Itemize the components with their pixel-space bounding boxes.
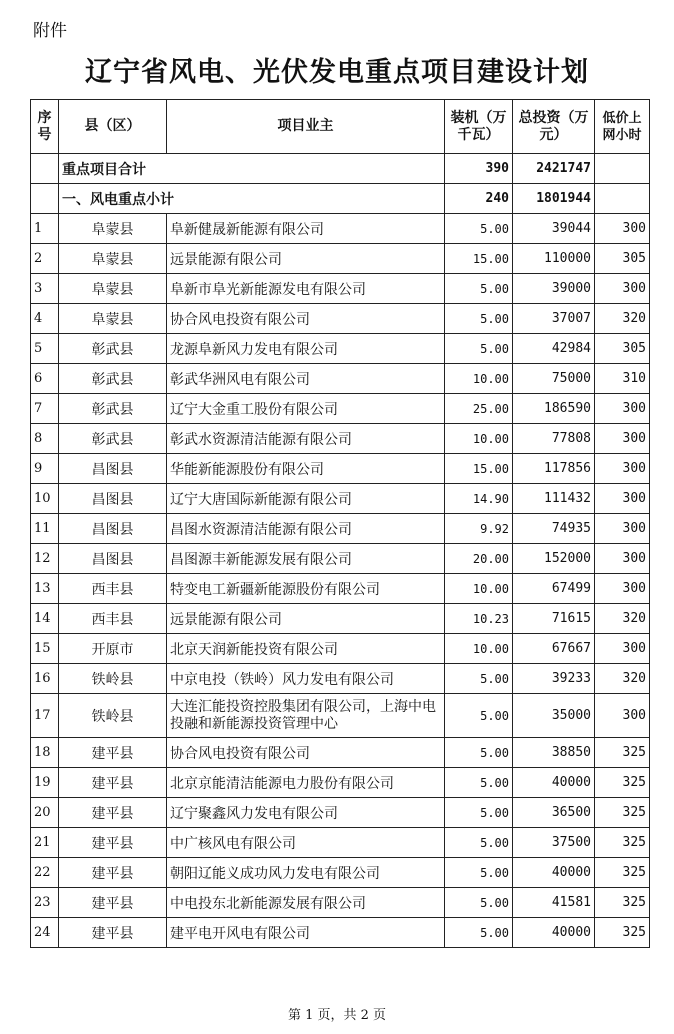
document-title: 辽宁省风电、光伏发电重点项目建设计划 — [85, 57, 589, 88]
row-hours: 300 — [595, 454, 650, 484]
row-capacity: 5.00 — [445, 738, 513, 768]
row-investment: 40000 — [513, 918, 595, 948]
summary-total-row — [31, 154, 650, 184]
row-index: 17 — [31, 694, 59, 738]
row-index: 6 — [31, 364, 59, 394]
row-capacity: 5.00 — [445, 918, 513, 948]
row-hours: 325 — [595, 798, 650, 828]
row-hours: 325 — [595, 888, 650, 918]
row-index: 1 — [31, 214, 59, 244]
row-county: 建平县 — [59, 918, 167, 948]
row-county: 铁岭县 — [59, 664, 167, 694]
row-county: 昌图县 — [59, 514, 167, 544]
table-row — [31, 364, 650, 394]
row-index: 18 — [31, 738, 59, 768]
row-investment: 36500 — [513, 798, 595, 828]
table-row — [31, 634, 650, 664]
row-index: 12 — [31, 544, 59, 574]
row-capacity: 10.00 — [445, 574, 513, 604]
row-index: 16 — [31, 664, 59, 694]
project-table — [30, 99, 650, 948]
row-county: 昌图县 — [59, 454, 167, 484]
table-row — [31, 768, 650, 798]
row-county: 昌图县 — [59, 544, 167, 574]
row-capacity: 5.00 — [445, 664, 513, 694]
row-hours: 325 — [595, 858, 650, 888]
table-row — [31, 334, 650, 364]
row-investment: 40000 — [513, 858, 595, 888]
row-hours: 320 — [595, 604, 650, 634]
row-index: 3 — [31, 274, 59, 304]
summary-wind-hours — [595, 184, 650, 214]
row-capacity: 5.00 — [445, 798, 513, 828]
row-investment: 111432 — [513, 484, 595, 514]
row-investment: 41581 — [513, 888, 595, 918]
attachment-label: 附件 — [33, 21, 67, 41]
row-owner: 北京天润新能投资有限公司 — [167, 634, 445, 664]
row-hours: 300 — [595, 394, 650, 424]
row-investment: 117856 — [513, 454, 595, 484]
row-county: 阜蒙县 — [59, 274, 167, 304]
summary-total-capacity: 390 — [445, 154, 513, 184]
table-row — [31, 738, 650, 768]
table-row — [31, 544, 650, 574]
row-owner: 特变电工新疆新能源股份有限公司 — [167, 574, 445, 604]
row-county: 建平县 — [59, 858, 167, 888]
table-row — [31, 798, 650, 828]
header-investment: 总投资（万元） — [513, 100, 595, 154]
row-county: 阜蒙县 — [59, 304, 167, 334]
header-county: 县（区） — [59, 100, 167, 154]
row-investment: 37007 — [513, 304, 595, 334]
row-investment: 42984 — [513, 334, 595, 364]
row-capacity: 10.00 — [445, 364, 513, 394]
row-capacity: 5.00 — [445, 214, 513, 244]
row-investment: 39233 — [513, 664, 595, 694]
row-owner: 辽宁大唐国际新能源有限公司 — [167, 484, 445, 514]
summary-wind-label: 一、风电重点小计 — [59, 184, 445, 214]
row-owner: 中电投东北新能源发展有限公司 — [167, 888, 445, 918]
row-index: 15 — [31, 634, 59, 664]
row-hours: 300 — [595, 214, 650, 244]
row-index: 23 — [31, 888, 59, 918]
row-hours: 305 — [595, 334, 650, 364]
row-county: 建平县 — [59, 888, 167, 918]
row-investment: 67667 — [513, 634, 595, 664]
row-owner: 辽宁大金重工股份有限公司 — [167, 394, 445, 424]
row-hours: 310 — [595, 364, 650, 394]
row-county: 彰武县 — [59, 394, 167, 424]
row-index: 5 — [31, 334, 59, 364]
row-owner: 昌图水资源清洁能源有限公司 — [167, 514, 445, 544]
summary-wind-investment: 1801944 — [513, 184, 595, 214]
table-row — [31, 214, 650, 244]
header-row — [31, 100, 650, 154]
row-owner: 辽宁聚鑫风力发电有限公司 — [167, 798, 445, 828]
row-hours: 325 — [595, 768, 650, 798]
row-hours: 300 — [595, 574, 650, 604]
row-owner: 阜新市阜光新能源发电有限公司 — [167, 274, 445, 304]
table-row — [31, 304, 650, 334]
table-row — [31, 454, 650, 484]
row-county: 阜蒙县 — [59, 214, 167, 244]
summary-wind-row — [31, 184, 650, 214]
summary-total-index — [31, 154, 59, 184]
row-county: 建平县 — [59, 798, 167, 828]
row-county: 彰武县 — [59, 334, 167, 364]
row-hours: 300 — [595, 694, 650, 738]
row-owner: 朝阳辽能义成功风力发电有限公司 — [167, 858, 445, 888]
row-hours: 300 — [595, 544, 650, 574]
row-owner: 彰武华洲风电有限公司 — [167, 364, 445, 394]
row-index: 13 — [31, 574, 59, 604]
table-row — [31, 244, 650, 274]
row-county: 开原市 — [59, 634, 167, 664]
header-capacity: 装机（万千瓦） — [445, 100, 513, 154]
row-owner: 昌图源丰新能源发展有限公司 — [167, 544, 445, 574]
table-row — [31, 604, 650, 634]
row-hours: 305 — [595, 244, 650, 274]
row-investment: 38850 — [513, 738, 595, 768]
table-row — [31, 514, 650, 544]
row-owner: 远景能源有限公司 — [167, 604, 445, 634]
row-investment: 37500 — [513, 828, 595, 858]
row-index: 24 — [31, 918, 59, 948]
row-index: 14 — [31, 604, 59, 634]
row-county: 阜蒙县 — [59, 244, 167, 274]
row-county: 彰武县 — [59, 364, 167, 394]
row-hours: 325 — [595, 738, 650, 768]
table-row — [31, 484, 650, 514]
row-county: 西丰县 — [59, 604, 167, 634]
row-owner: 建平电开风电有限公司 — [167, 918, 445, 948]
row-capacity: 15.00 — [445, 454, 513, 484]
summary-total-hours — [595, 154, 650, 184]
row-owner: 北京京能清洁能源电力股份有限公司 — [167, 768, 445, 798]
summary-total-investment: 2421747 — [513, 154, 595, 184]
row-index: 11 — [31, 514, 59, 544]
row-owner: 龙源阜新风力发电有限公司 — [167, 334, 445, 364]
row-investment: 35000 — [513, 694, 595, 738]
row-investment: 152000 — [513, 544, 595, 574]
page-footer: 第 1 页，共 2 页 — [287, 1008, 387, 1023]
table-row — [31, 858, 650, 888]
row-capacity: 5.00 — [445, 334, 513, 364]
row-county: 建平县 — [59, 768, 167, 798]
row-capacity: 14.90 — [445, 484, 513, 514]
row-owner: 协合风电投资有限公司 — [167, 738, 445, 768]
row-index: 8 — [31, 424, 59, 454]
table-row — [31, 274, 650, 304]
row-capacity: 5.00 — [445, 888, 513, 918]
row-hours: 320 — [595, 304, 650, 334]
table-row — [31, 574, 650, 604]
row-hours: 300 — [595, 634, 650, 664]
row-owner: 彰武水资源清洁能源有限公司 — [167, 424, 445, 454]
summary-wind-index — [31, 184, 59, 214]
row-capacity: 5.00 — [445, 858, 513, 888]
row-owner: 阜新健晟新能源有限公司 — [167, 214, 445, 244]
row-hours: 300 — [595, 424, 650, 454]
table-row — [31, 888, 650, 918]
row-investment: 39044 — [513, 214, 595, 244]
row-hours: 325 — [595, 918, 650, 948]
row-capacity: 5.00 — [445, 304, 513, 334]
row-index: 9 — [31, 454, 59, 484]
row-investment: 74935 — [513, 514, 595, 544]
table-row — [31, 828, 650, 858]
row-capacity: 5.00 — [445, 274, 513, 304]
table-row — [31, 664, 650, 694]
row-county: 铁岭县 — [59, 694, 167, 738]
row-investment: 71615 — [513, 604, 595, 634]
row-capacity: 20.00 — [445, 544, 513, 574]
row-index: 7 — [31, 394, 59, 424]
header-hours: 低价上网小时 — [595, 100, 650, 154]
header-index: 序号 — [31, 100, 59, 154]
row-capacity: 25.00 — [445, 394, 513, 424]
row-owner: 华能新能源股份有限公司 — [167, 454, 445, 484]
row-hours: 300 — [595, 484, 650, 514]
row-investment: 39000 — [513, 274, 595, 304]
row-hours: 320 — [595, 664, 650, 694]
row-index: 10 — [31, 484, 59, 514]
row-index: 22 — [31, 858, 59, 888]
row-capacity: 10.23 — [445, 604, 513, 634]
row-capacity: 10.00 — [445, 424, 513, 454]
row-index: 4 — [31, 304, 59, 334]
row-hours: 325 — [595, 828, 650, 858]
row-capacity: 5.00 — [445, 768, 513, 798]
table-row — [31, 424, 650, 454]
row-county: 建平县 — [59, 828, 167, 858]
table-row — [31, 918, 650, 948]
table-row — [31, 394, 650, 424]
row-county: 建平县 — [59, 738, 167, 768]
row-capacity: 5.00 — [445, 828, 513, 858]
row-investment: 110000 — [513, 244, 595, 274]
row-investment: 77808 — [513, 424, 595, 454]
row-investment: 40000 — [513, 768, 595, 798]
summary-wind-capacity: 240 — [445, 184, 513, 214]
row-investment: 75000 — [513, 364, 595, 394]
row-county: 昌图县 — [59, 484, 167, 514]
row-index: 20 — [31, 798, 59, 828]
header-owner: 项目业主 — [167, 100, 445, 154]
table-row — [31, 694, 650, 738]
row-index: 2 — [31, 244, 59, 274]
row-investment: 67499 — [513, 574, 595, 604]
row-owner: 协合风电投资有限公司 — [167, 304, 445, 334]
row-capacity: 15.00 — [445, 244, 513, 274]
row-hours: 300 — [595, 514, 650, 544]
row-owner: 远景能源有限公司 — [167, 244, 445, 274]
row-capacity: 9.92 — [445, 514, 513, 544]
row-county: 彰武县 — [59, 424, 167, 454]
row-index: 21 — [31, 828, 59, 858]
row-county: 西丰县 — [59, 574, 167, 604]
row-index: 19 — [31, 768, 59, 798]
row-capacity: 10.00 — [445, 634, 513, 664]
row-owner: 中广核风电有限公司 — [167, 828, 445, 858]
row-capacity: 5.00 — [445, 694, 513, 738]
summary-total-label: 重点项目合计 — [59, 154, 445, 184]
row-hours: 300 — [595, 274, 650, 304]
row-owner: 大连汇能投资控股集团有限公司，上海中电投融和新能源投资管理中心 — [167, 694, 445, 738]
row-owner: 中京电投（铁岭）风力发电有限公司 — [167, 664, 445, 694]
row-investment: 186590 — [513, 394, 595, 424]
